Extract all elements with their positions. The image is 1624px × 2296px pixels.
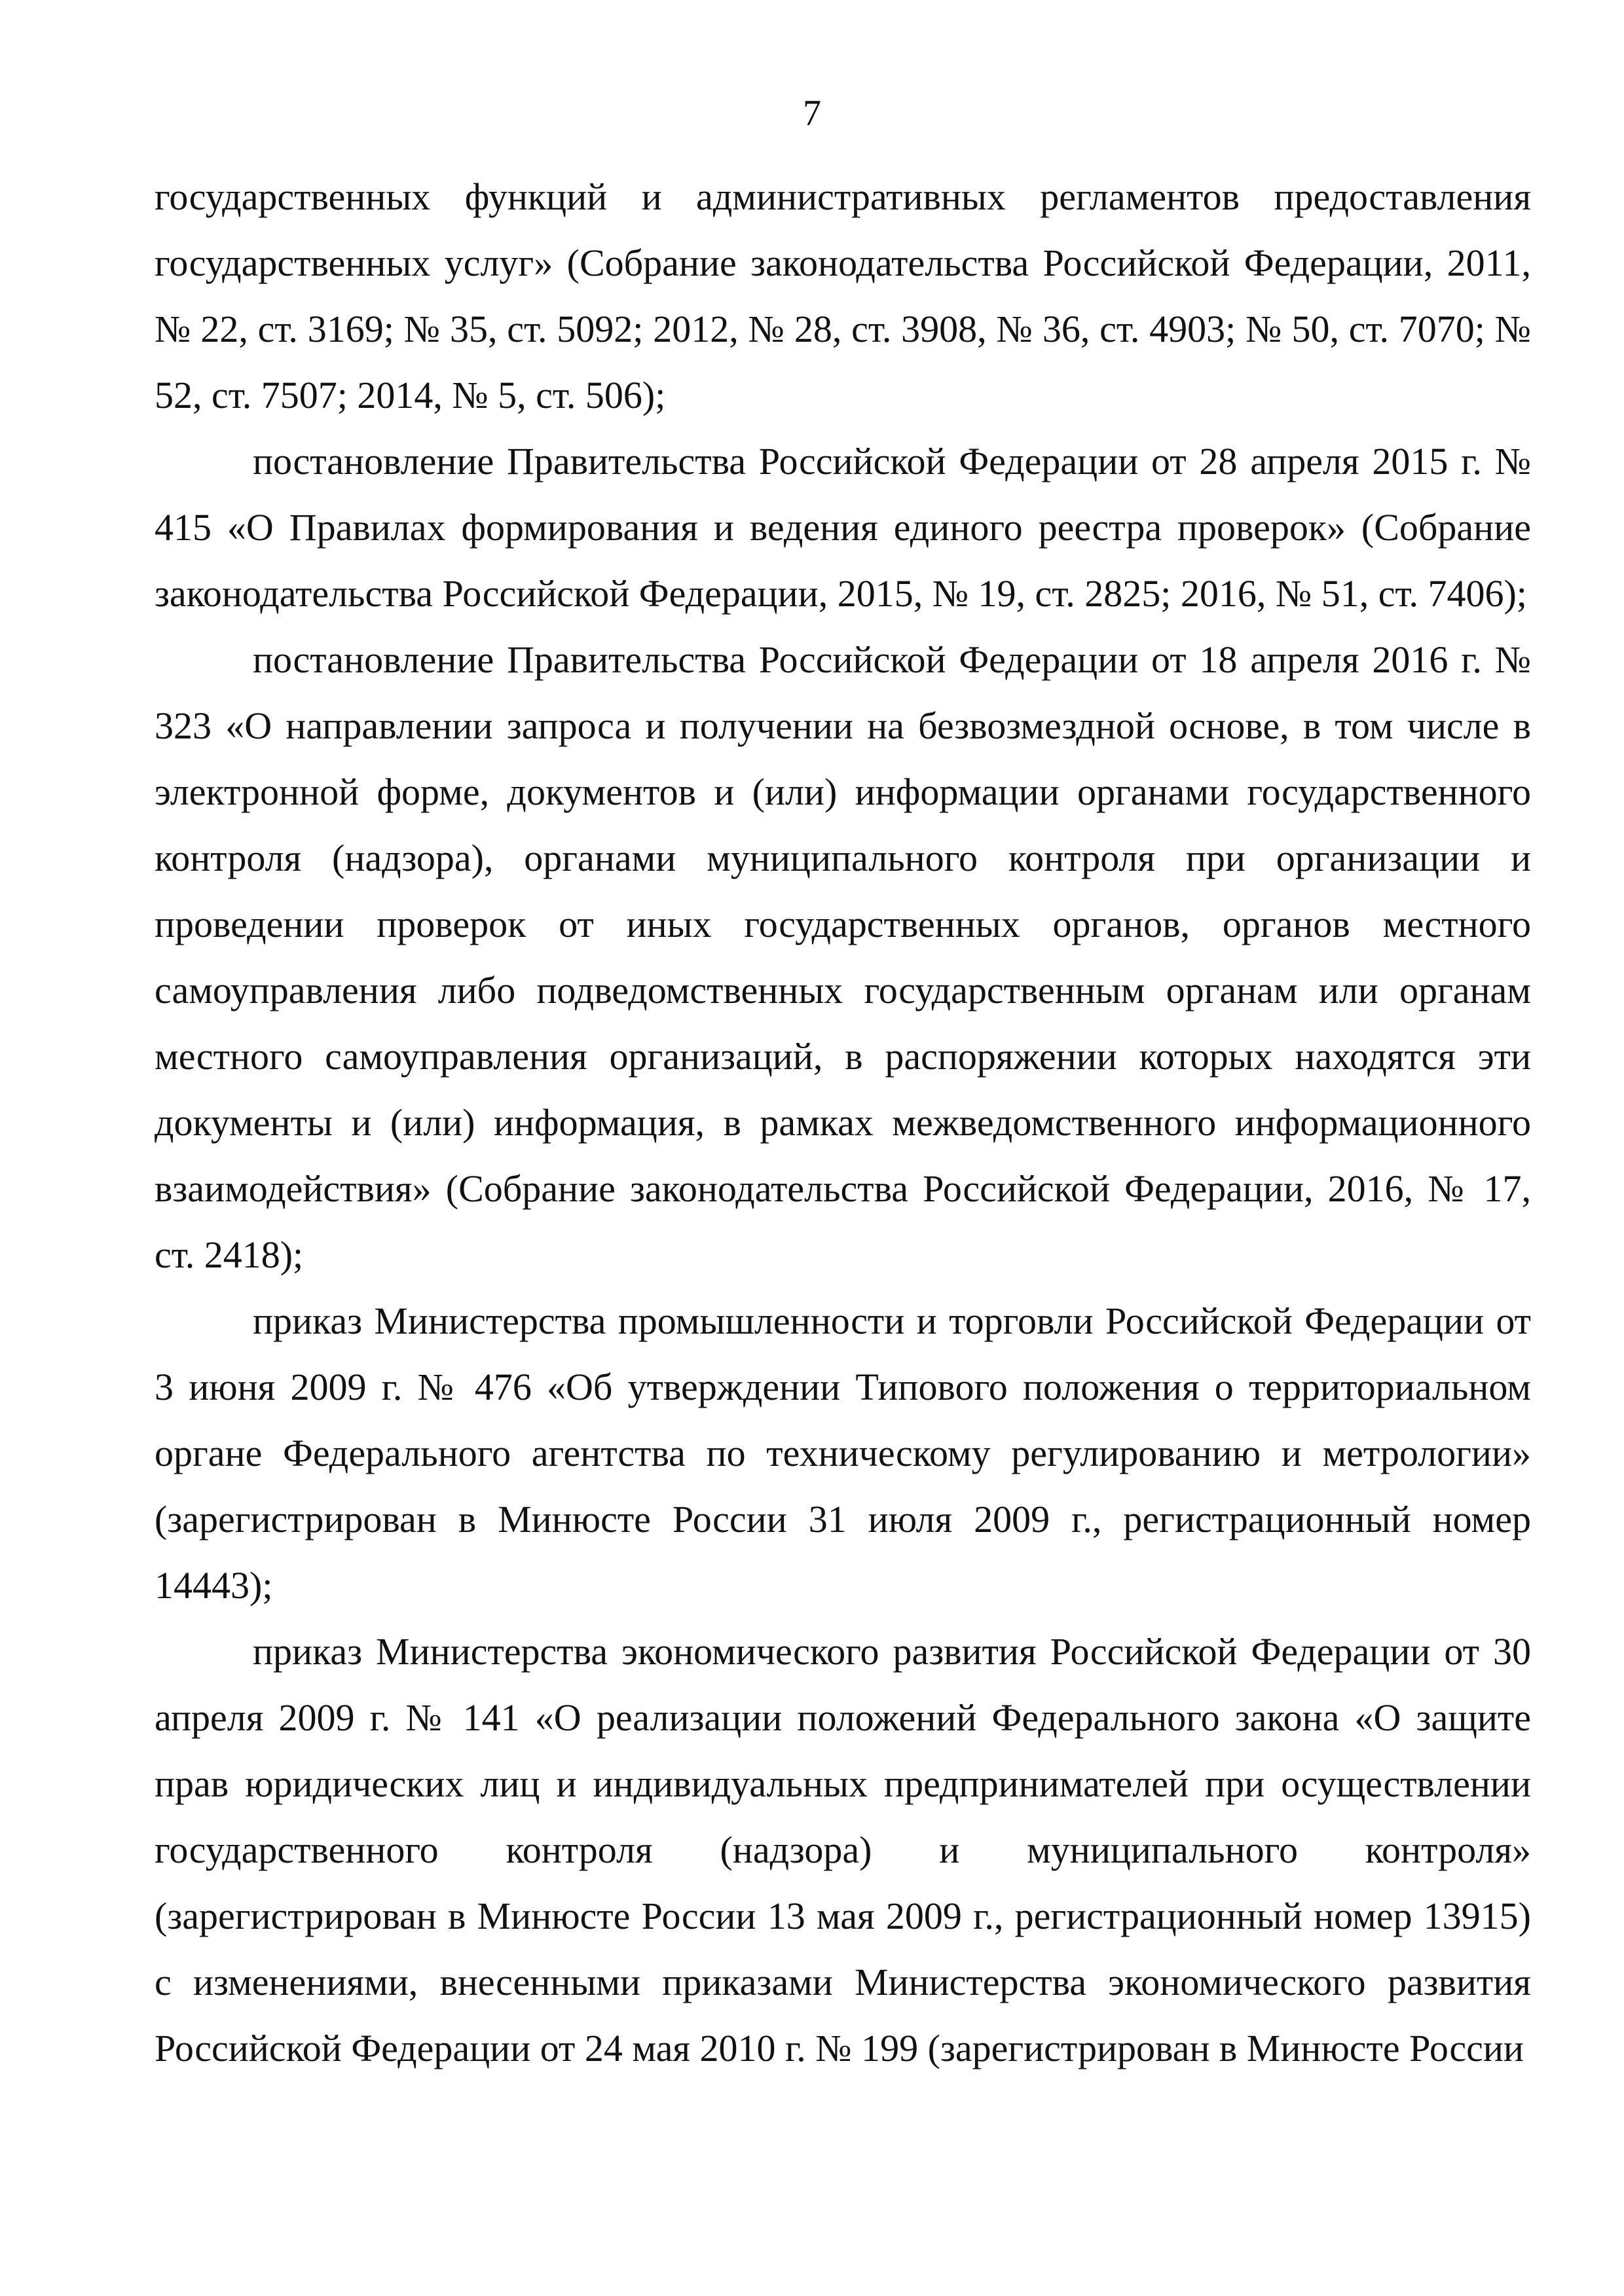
paragraph-continuation: государственных функций и административных регламентов предоставления государственных услуг» (Собрание законодательства Российской Федерации, 2011, № 22, ст. 3169; № 35, ст. 5092; 2012, № 28, ст. 3908, № 36, ст. 4903; № 50, ст. 7070; № 52, ст. 7507; 2014, № 5, ст. 506); bbox=[155, 175, 1531, 416]
page-number: 7 bbox=[803, 93, 821, 134]
document-body bbox=[155, 164, 1531, 2081]
paragraph-decree-415: постановление Правительства Российской Федерации от 28 апреля 2015 г. № 415 «О Правилах формирования и ведения единого реестра проверок» (Собрание законодательства Российской Федерации, 2015, № 19, ст. 2825; 2016, № 51, ст. 7406); bbox=[155, 440, 1531, 615]
paragraph-decree-323: постановление Правительства Российской Федерации от 18 апреля 2016 г. № 323 «О направлении запроса и получении на безвозмездной основе, в том числе в электронной форме, документов и (или) информации органами государственного контроля (надзора), органами муниципального контроля при организации и проведении проверок от иных государственных органов, органов местного самоуправления либо подведомственных государственным органам или органам местного самоуправления организаций, в распоряжении которых находятся эти документы и (или) информация, в рамках межведомственного информационного взаимодействия» (Собрание законодательства Российской Федерации, 2016, № 17, ст. 2418); bbox=[155, 638, 1531, 1276]
paragraph-order-141: приказ Министерства экономического развития Российской Федерации от 30 апреля 2009 г. № 141 «О реализации положений Федерального закона «О защите прав юридических лиц и индивидуальных предпринимателей при осуществлении государственного контроля (надзора) и муниципального контроля» (зарегистрирован в Минюсте России 13 мая 2009 г., регистрационный номер 13915) с изменениями, внесенными приказами Министерства экономического развития Российской Федерации от 24 мая 2010 г. № 199 (зарегистрирован в Минюсте России bbox=[155, 1630, 1531, 2069]
paragraph-order-476: приказ Министерства промышленности и торговли Российской Федерации от 3 июня 2009 г. № 476 «Об утверждении Типового положения о территориальном органе Федерального агентства по техническому регулированию и метрологии» (зарегистрирован в Минюсте России 31 июля 2009 г., регистрационный номер 14443); bbox=[155, 1300, 1531, 1607]
